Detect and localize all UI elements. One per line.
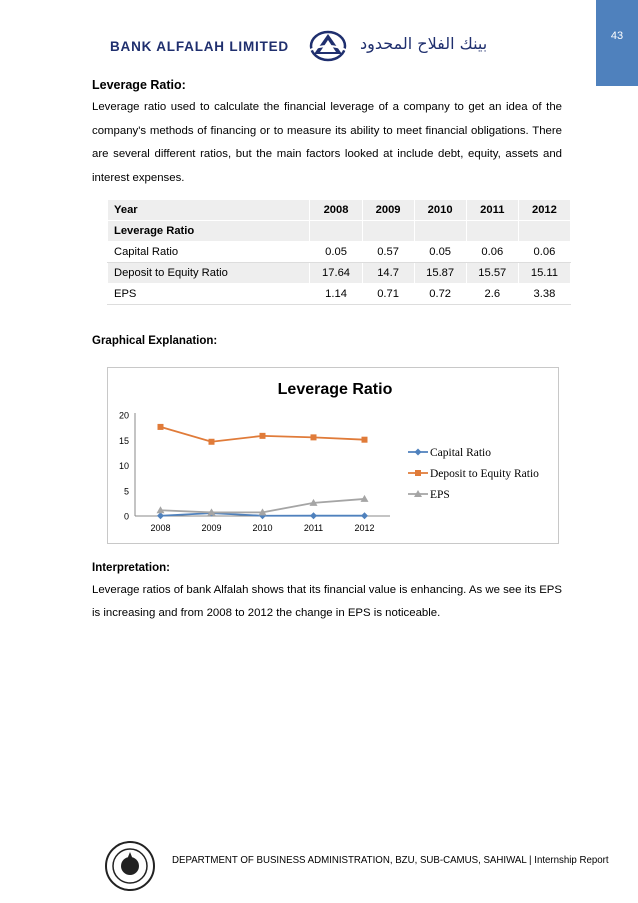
y-tick-label: 5 <box>123 486 129 497</box>
leverage-ratio-table <box>107 199 571 305</box>
page-number-tab <box>596 0 638 86</box>
table-cell: 17.64 <box>310 263 362 284</box>
y-tick-label: 0 <box>123 511 129 522</box>
bank-name: BANK ALFALAH LIMITED <box>110 39 289 54</box>
table-row <box>108 242 571 263</box>
page-number: 43 <box>610 30 624 42</box>
table-row-label: Capital Ratio <box>108 242 310 263</box>
table-cell: 3.38 <box>518 284 570 305</box>
table-header-cell: 2008 <box>310 200 362 221</box>
chart-point <box>362 437 368 443</box>
x-tick-label: 2008 <box>150 523 171 533</box>
table-row-label: Deposit to Equity Ratio <box>108 263 310 284</box>
table-row <box>108 263 571 284</box>
table-cell: 2.6 <box>466 284 518 305</box>
university-seal-icon <box>104 840 156 892</box>
bank-logo-icon <box>308 30 348 62</box>
chart-title: Leverage Ratio <box>277 381 393 398</box>
leverage-ratio-chart <box>107 367 559 544</box>
x-tick-label: 2009 <box>201 523 222 533</box>
table-cell: 0.06 <box>518 242 570 263</box>
table-row-label: EPS <box>108 284 310 305</box>
y-tick-label: 15 <box>118 435 129 446</box>
table-cell: 0.05 <box>310 242 362 263</box>
table-subheader-cell: Leverage Ratio <box>108 221 310 242</box>
interpretation-paragraph: Leverage ratios of bank Alfalah shows that its financial value is enhancing. As we see its EPS is increasing and from 2008 to 2012 the change in EPS is noticeable. <box>92 584 562 619</box>
chart-point <box>157 512 164 519</box>
section-title: Leverage Ratio: <box>92 78 186 92</box>
table-cell: 0.57 <box>362 242 414 263</box>
legend-label: Deposit to Equity Ratio <box>430 468 539 480</box>
table-header-cell: Year <box>108 200 310 221</box>
x-tick-label: 2011 <box>303 523 324 533</box>
table-cell: 14.7 <box>362 263 414 284</box>
chart-point <box>209 439 215 445</box>
x-tick-label: 2010 <box>252 523 273 533</box>
chart-svg <box>108 368 558 543</box>
chart-point <box>311 434 317 440</box>
legend-label: EPS <box>430 489 450 501</box>
table-cell: 0.72 <box>414 284 466 305</box>
interpretation-title: Interpretation: <box>92 562 170 574</box>
graph-heading: Graphical Explanation: <box>92 335 218 347</box>
table-cell: 1.14 <box>310 284 362 305</box>
chart-point <box>361 512 368 519</box>
chart-legend <box>408 447 539 501</box>
x-tick-label: 2012 <box>354 523 375 533</box>
table-header-cell: 2010 <box>414 200 466 221</box>
y-tick-label: 10 <box>118 461 129 471</box>
footer-text: DEPARTMENT OF BUSINESS ADMINISTRATION, BZU, SUB-CAMUS, SAHIWAL | Internship Report <box>172 855 609 866</box>
page-header <box>110 32 570 60</box>
table-header-cell: 2009 <box>362 200 414 221</box>
table-cell: 15.11 <box>518 263 570 284</box>
table-cell: 0.06 <box>466 242 518 263</box>
table-cell: 0.05 <box>414 242 466 263</box>
table-header-row <box>108 200 571 221</box>
legend-label: Capital Ratio <box>430 447 492 459</box>
chart-point <box>415 449 422 456</box>
table-row <box>108 284 571 305</box>
y-tick-label: 20 <box>118 410 129 421</box>
table-cell: 0.71 <box>362 284 414 305</box>
table-cell: 15.57 <box>466 263 518 284</box>
table-subheader-row <box>108 221 571 242</box>
table-cell: 15.87 <box>414 263 466 284</box>
chart-point <box>415 470 421 476</box>
intro-paragraph: Leverage ratio used to calculate the financial leverage of a company to get an idea of the company's methods of financing or to measure its ability to meet financial obligations. There are several different ratios, but the main factors looked at include debt, equity, assets and interest expenses. <box>92 101 562 184</box>
chart-point <box>260 433 266 439</box>
chart-point <box>310 512 317 519</box>
chart-series-group <box>157 424 369 519</box>
table-header-cell: 2012 <box>518 200 570 221</box>
table-header-cell: 2011 <box>466 200 518 221</box>
bank-name-arabic: بينك الفلاح المحدود <box>360 34 488 53</box>
chart-point <box>158 424 164 430</box>
